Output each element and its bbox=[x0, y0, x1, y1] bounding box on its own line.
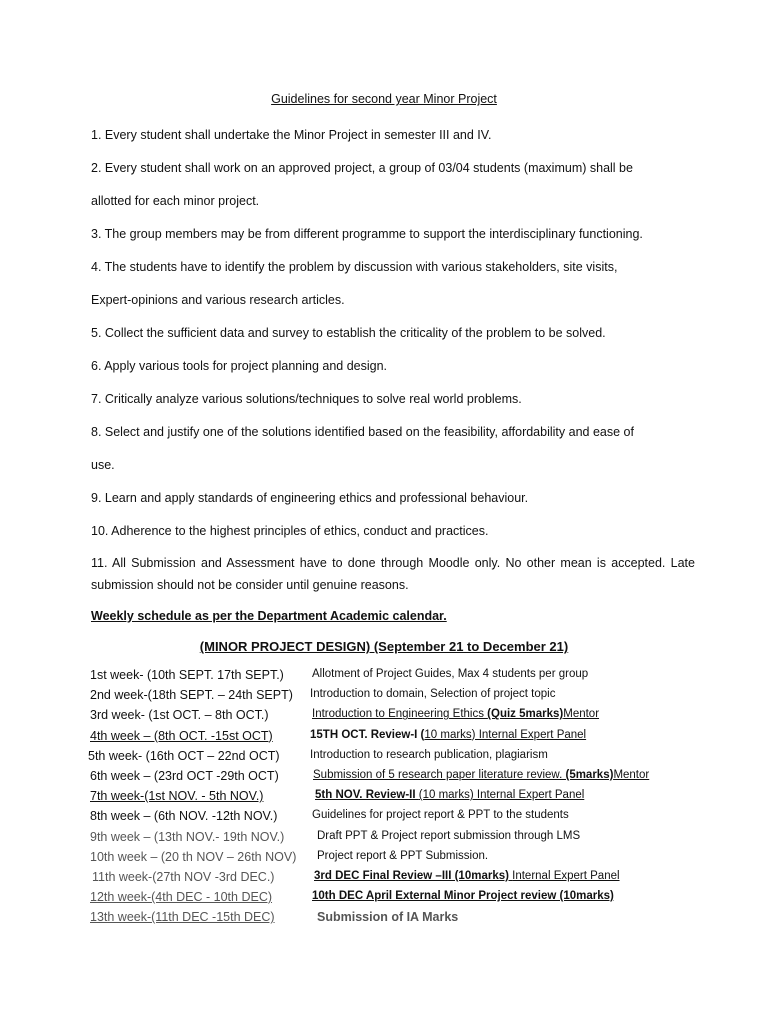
guideline-4-cont: Expert-opinions and various research articles. bbox=[91, 293, 345, 307]
guideline-8: 8. Select and justify one of the solutions identified based on the feasibility, affordability and ease of bbox=[91, 425, 634, 439]
section-title: (MINOR PROJECT DESIGN) (September 21 to December 21) bbox=[199, 639, 569, 654]
week-activity bbox=[313, 769, 649, 781]
activity-text: 3rd DEC Final Review –III (10marks) bbox=[314, 869, 513, 882]
week-label: 4th week – (8th OCT. -15st OCT) bbox=[90, 728, 273, 743]
schedule-row bbox=[90, 789, 730, 809]
schedule-row bbox=[90, 890, 730, 910]
schedule-row bbox=[90, 850, 730, 870]
schedule-row bbox=[90, 769, 730, 789]
week-activity: Allotment of Project Guides, Max 4 students per group bbox=[312, 668, 589, 680]
schedule-row bbox=[90, 809, 730, 829]
activity-marks: (Quiz 5marks) bbox=[487, 708, 564, 721]
schedule-row bbox=[90, 688, 730, 708]
week-activity: Project report & PPT Submission. bbox=[317, 849, 489, 862]
week-activity: Guidelines for project report & PPT to the students bbox=[312, 809, 569, 822]
activity-text: 5th NOV. Review-II bbox=[315, 789, 419, 802]
week-activity: 10th DEC April External Minor Project review (10marks) bbox=[312, 890, 614, 903]
week-label: 9th week – (13th NOV.- 19th NOV.) bbox=[90, 829, 285, 844]
guideline-5: 5. Collect the sufficient data and survey to establish the criticality of the problem to be solved. bbox=[91, 326, 606, 340]
week-activity bbox=[310, 729, 586, 741]
guideline-4: 4. The students have to identify the problem by discussion with various stakeholders, site visits, bbox=[91, 260, 618, 274]
guideline-3: 3. The group members may be from different programme to support the interdisciplinary functioning. bbox=[91, 227, 643, 241]
activity-marks: (10 marks) Internal Expert Panel bbox=[418, 789, 585, 802]
activity-text: Submission of 5 research paper literature review. bbox=[313, 768, 566, 781]
page-title: Guidelines for second year Minor Project bbox=[271, 92, 497, 106]
schedule-row bbox=[90, 749, 730, 769]
week-activity: Introduction to research publication, plagiarism bbox=[310, 748, 548, 761]
guideline-10: 10. Adherence to the highest principles of ethics, conduct and practices. bbox=[91, 524, 489, 538]
activity-assessor: Internal Expert Panel bbox=[512, 869, 620, 882]
week-label: 10th week – (20 th NOV – 26th NOV) bbox=[90, 849, 297, 864]
guideline-11-line2: submission should not be consider until genuine reasons. bbox=[91, 578, 409, 592]
week-label: 5th week- (16th OCT – 22nd OCT) bbox=[88, 748, 280, 763]
week-activity: Introduction to domain, Selection of project topic bbox=[310, 688, 556, 701]
week-label: 1st week- (10th SEPT. 17th SEPT.) bbox=[90, 668, 284, 682]
week-label: 12th week-(4th DEC - 10th DEC) bbox=[90, 890, 273, 905]
activity-assessor: Mentor bbox=[563, 708, 600, 721]
activity-text: 15TH OCT. Review-I ( bbox=[310, 728, 425, 741]
week-label: 11th week-(27th NOV -3rd DEC.) bbox=[92, 869, 275, 884]
guideline-2: 2. Every student shall work on an approved project, a group of 03/04 students (maximum) shall be bbox=[91, 161, 633, 175]
guideline-8-cont: use. bbox=[91, 458, 115, 472]
guideline-11-line1: 11. All Submission and Assessment have to done through Moodle only. No other mean is accepted. Late bbox=[91, 556, 695, 570]
week-label: 2nd week-(18th SEPT. – 24th SEPT) bbox=[90, 688, 293, 703]
schedule-row bbox=[90, 910, 730, 930]
week-activity bbox=[315, 789, 584, 801]
schedule-row bbox=[90, 870, 730, 890]
activity-marks: 10 marks) Internal Expert Panel bbox=[424, 728, 587, 741]
week-activity bbox=[312, 708, 599, 720]
activity-marks: (5marks) bbox=[565, 768, 614, 781]
weekly-schedule-heading: Weekly schedule as per the Department Academic calendar. bbox=[91, 609, 447, 623]
week-label: 7th week-(1st NOV. - 5th NOV.) bbox=[90, 789, 264, 804]
guideline-2-cont: allotted for each minor project. bbox=[91, 194, 260, 208]
guideline-1: 1. Every student shall undertake the Minor Project in semester III and IV. bbox=[91, 128, 492, 142]
week-activity: Submission of IA Marks bbox=[317, 910, 459, 925]
activity-text: Introduction to Engineering Ethics bbox=[312, 708, 488, 721]
activity-assessor: Mentor bbox=[613, 768, 650, 781]
schedule-row bbox=[90, 708, 730, 728]
week-label: 6th week – (23rd OCT -29th OCT) bbox=[90, 768, 279, 783]
guideline-11 bbox=[91, 552, 695, 596]
week-label: 13th week-(11th DEC -15th DEC) bbox=[90, 910, 275, 925]
week-label: 8th week – (6th NOV. -12th NOV.) bbox=[90, 809, 278, 824]
schedule-row bbox=[90, 729, 730, 749]
guideline-6: 6. Apply various tools for project planning and design. bbox=[91, 359, 388, 373]
schedule-row bbox=[90, 668, 730, 688]
guideline-7: 7. Critically analyze various solutions/techniques to solve real world problems. bbox=[91, 392, 522, 406]
week-activity bbox=[314, 870, 620, 882]
guideline-9: 9. Learn and apply standards of engineering ethics and professional behaviour. bbox=[91, 491, 529, 505]
week-activity: Draft PPT & Project report submission through LMS bbox=[317, 829, 581, 842]
schedule-row bbox=[90, 830, 730, 850]
week-label: 3rd week- (1st OCT. – 8th OCT.) bbox=[90, 708, 269, 723]
weekly-schedule bbox=[90, 668, 730, 930]
